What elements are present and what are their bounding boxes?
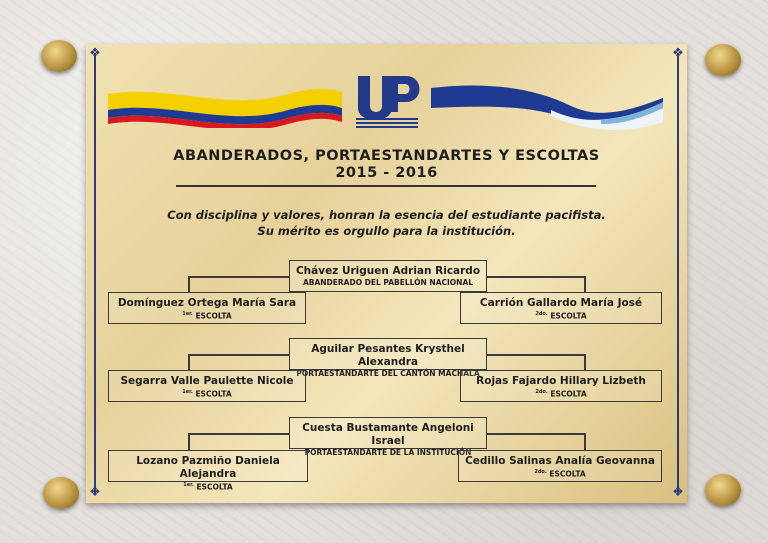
escort-right-1: Carrión Gallardo María José $^{2do.}$ ESCOLTA <box>460 292 662 324</box>
machala-flag-ribbon <box>431 80 663 130</box>
connector-line <box>584 276 586 292</box>
screw-bottom-right <box>705 474 741 506</box>
ecuador-flag-ribbon <box>108 82 342 128</box>
connector-line <box>188 354 190 370</box>
connector-line <box>584 433 586 450</box>
corner-ornament-icon: ❖ <box>89 485 101 500</box>
escort-right-2: Rojas Fajardo Hillary Lizbeth $^{2do.}$ ESCOLTA <box>460 370 662 402</box>
connector-line <box>584 354 586 370</box>
screw-bottom-left <box>43 477 79 509</box>
connector-line <box>487 433 585 435</box>
connector-line <box>487 354 585 356</box>
title-divider <box>176 185 596 187</box>
up-logo-icon <box>352 72 424 130</box>
connector-line <box>188 276 190 292</box>
honoree-main-1: Chávez Uriguen Adrian Ricardo ABANDERADO DEL PABELLÓN NACIONAL <box>289 260 487 292</box>
connector-line <box>188 354 289 356</box>
corner-ornament-icon: ❖ <box>89 46 101 61</box>
connector-line <box>188 276 289 278</box>
brass-plaque <box>86 44 687 503</box>
escort-left-2: Segarra Valle Paulette Nicole $^{1er.}$ ESCOLTA <box>108 370 306 402</box>
connector-line <box>188 433 190 450</box>
screw-top-left <box>41 40 77 72</box>
escort-right-3: Cedillo Salinas Analía Geovanna $^{2do.}$ ESCOLTA <box>458 450 662 482</box>
corner-ornament-icon: ❖ <box>672 485 684 500</box>
plaque-years: 2015 - 2016 <box>335 165 438 181</box>
honoree-main-3: Cuesta Bustamante Angeloni Israel PORTAESTANDARTE DE LA INSTITUCIÓN <box>289 417 487 449</box>
corner-ornament-icon: ❖ <box>672 46 684 61</box>
motto-line-2: Su mérito es orgullo para la institución. <box>257 224 516 238</box>
escort-left-3: Lozano Pazmiño Daniela Alejandra $^{1er.}$ ESCOLTA <box>108 450 308 482</box>
escort-left-1: Domínguez Ortega María Sara $^{1er.}$ ESCOLTA <box>108 292 306 324</box>
connector-line <box>487 276 585 278</box>
connector-line <box>188 433 289 435</box>
motto-line-1: Con disciplina y valores, honran la esencia del estudiante pacifista. <box>167 208 606 222</box>
plaque-title: ABANDERADOS, PORTAESTANDARTES Y ESCOLTAS <box>173 148 600 164</box>
honoree-main-2: Aguilar Pesantes Krysthel Alexandra PORTAESTANDARTE DEL CANTÓN MACHALA <box>289 338 487 370</box>
screw-top-right <box>705 44 741 76</box>
